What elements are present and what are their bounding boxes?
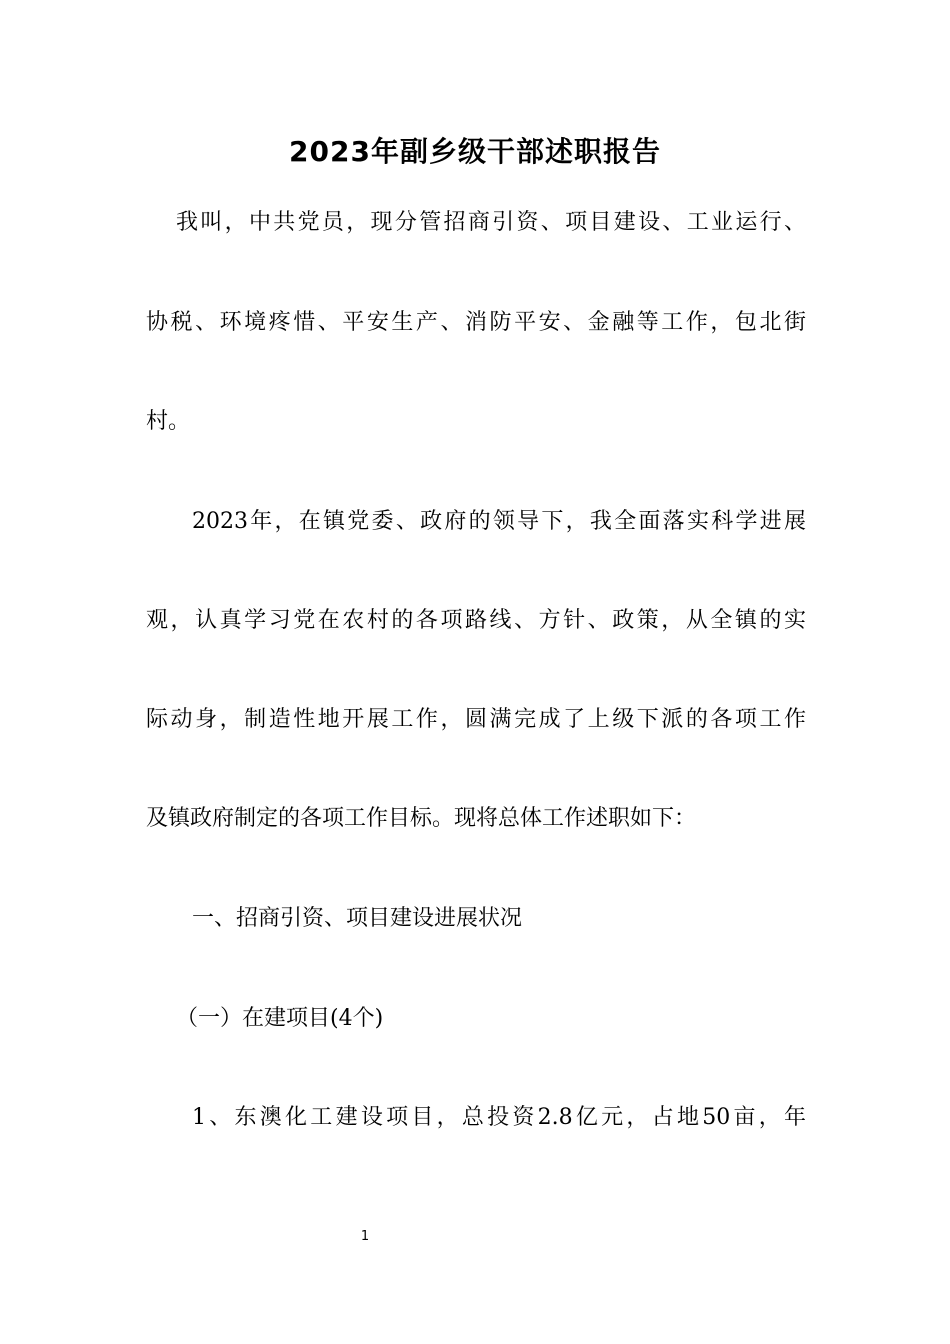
body-line-2: 协税、环境疼惜、平安生产、消防平安、金融等工作，包北街 bbox=[146, 310, 806, 335]
body-line-6: 际动身，制造性地开展工作，圆满完成了上级下派的各项工作 bbox=[146, 707, 806, 732]
page-title: 2023年副乡级干部述职报告 bbox=[289, 135, 661, 168]
page-number: 1 bbox=[360, 1229, 370, 1244]
subsection-heading: （一）在建项目(4个) bbox=[176, 1006, 384, 1031]
section-heading: 一、招商引资、项目建设进展状况 bbox=[192, 906, 523, 931]
body-line-10: 1、东澳化工建设项目，总投资2.8亿元，占地50亩，年 bbox=[192, 1105, 806, 1130]
body-line-7: 及镇政府制定的各项工作目标。现将总体工作述职如下： bbox=[146, 806, 697, 831]
body-line-5: 观，认真学习党在农村的各项路线、方针、政策，从全镇的实 bbox=[146, 608, 806, 633]
body-line-4: 2023年，在镇党委、政府的领导下，我全面落实科学进展 bbox=[192, 509, 806, 534]
body-line-1: 我叫，中共党员，现分管招商引资、项目建设、工业运行、 bbox=[176, 210, 806, 235]
body-line-3: 村。 bbox=[146, 409, 191, 434]
